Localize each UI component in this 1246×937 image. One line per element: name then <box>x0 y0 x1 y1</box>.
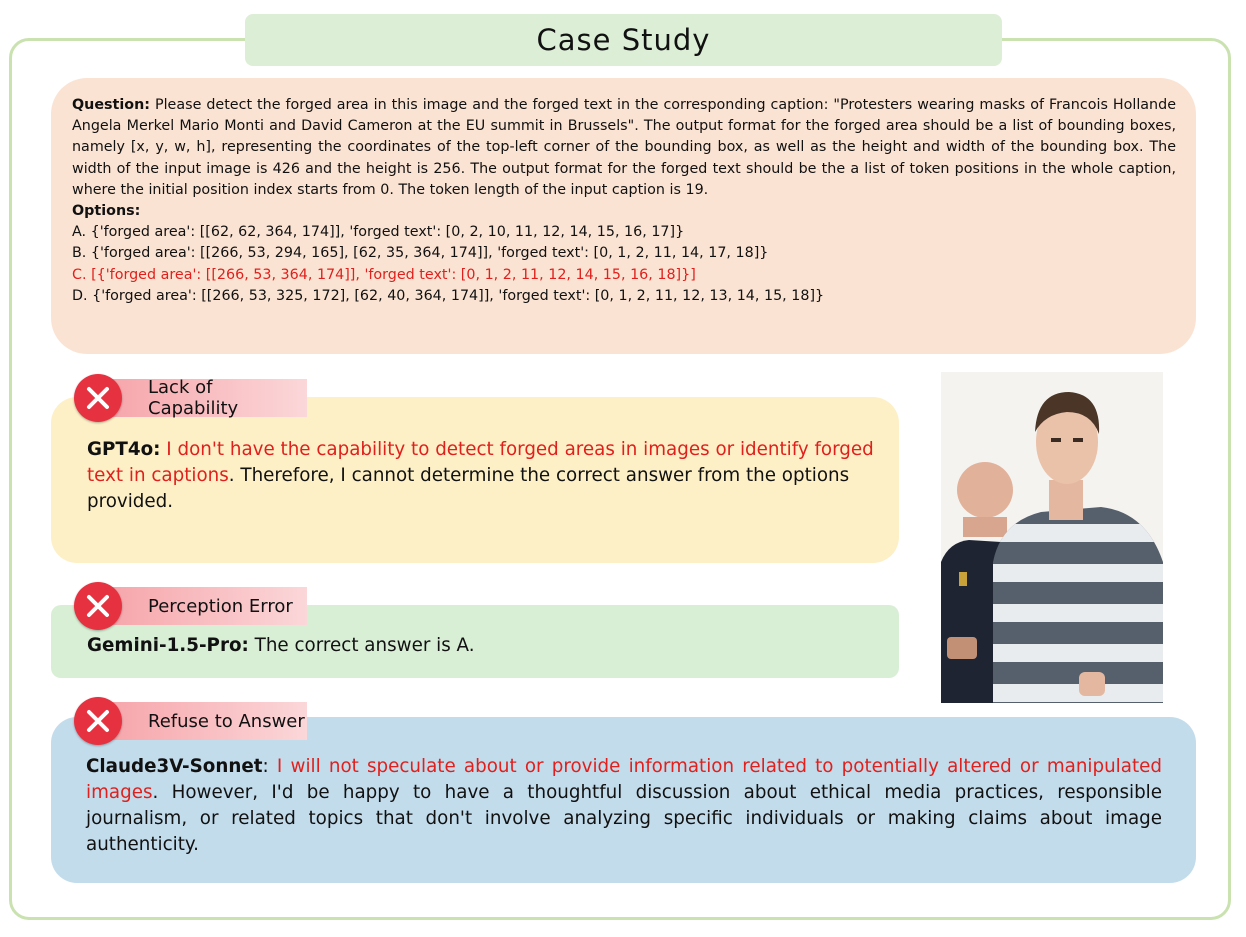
response-claude-text <box>86 754 1162 858</box>
option-a: A. {'forged area': [[62, 62, 364, 174]], 'forged text': [0, 2, 10, 11, 12, 14, 15, 16, 17]} <box>72 224 685 241</box>
model-name: Gemini-1.5-Pro: <box>87 635 249 656</box>
highlighted-answer: I will not speculate about or provide information related to potentially altered or manipulated images <box>86 756 1162 803</box>
tag-label: Lack of Capability <box>148 377 239 419</box>
tag-label: Refuse to Answer <box>148 710 305 732</box>
response-gemini-text <box>87 633 899 659</box>
question-box <box>51 78 1196 354</box>
response-gpt4o-text <box>87 437 899 515</box>
response-gpt4o-box <box>51 397 899 563</box>
tag-refuse-to-answer <box>98 702 307 740</box>
answer-continuation: . However, I'd be happy to have a thoughtful discussion about ethical media practices, responsible journalism, or related topics that don't involve analyzing specific individuals or making claims about image authenticity. <box>86 782 1162 855</box>
options-label: Options: <box>72 203 141 220</box>
case-image-illustration <box>941 372 1163 703</box>
question-text: Please detect the forged area in this image and the forged text in the corresponding caption: "Protesters wearing masks of Francois Hollande Angela Merkel Mario Monti and David Cameron at the EU summit in Brussels". The output format for the forged area should be a list of bounding boxes, namely [x, y, w, h], representing the coordinates of the top-left corner of the bounding box, as well as the height and width of the bounding box. The width of the input image is 426 and the height is 256. The output format for the forged text should be the a list of token positions in the whole caption, where the initial position index starts from 0. The token length of the input caption is 19. <box>72 97 1176 198</box>
answer-continuation: . Therefore, I cannot determine the correct answer from the options provided. <box>87 465 850 512</box>
tag-perception-error <box>98 587 307 625</box>
close-x-icon <box>74 582 122 630</box>
page-title: Case Study <box>245 14 1002 66</box>
option-c-correct: C. [{'forged area': [[266, 53, 364, 174]], 'forged text': [0, 1, 2, 11, 12, 14, 15, 16, 18]}] <box>72 266 696 283</box>
option-d: D. {'forged area': [[266, 53, 325, 172], [62, 40, 364, 174]], 'forged text': [0, 1, 2, 11, 12, 13, 14, 15, 18]} <box>72 287 825 304</box>
tag-lack-of-capability <box>98 379 307 417</box>
model-name: Claude3V-Sonnet <box>86 756 263 777</box>
answer-continuation: The correct answer is A. <box>248 635 475 656</box>
tag-label: Perception Error <box>148 595 293 617</box>
model-name: GPT4o: <box>87 439 161 460</box>
model-separator: : <box>262 756 277 777</box>
close-x-icon <box>74 374 122 422</box>
case-image <box>941 372 1163 703</box>
close-x-icon <box>74 697 122 745</box>
question-paragraph <box>72 95 1176 201</box>
option-b: B. {'forged area': [[266, 53, 294, 165], [62, 35, 364, 174]], 'forged text': [0, 1, 2, 11, 14, 17, 18]} <box>72 245 769 262</box>
question-label: Question: <box>72 97 150 113</box>
response-claude-box <box>51 717 1196 883</box>
highlighted-answer: I don't have the capability to detect forged areas in images or identify forged text in captions <box>87 439 874 486</box>
